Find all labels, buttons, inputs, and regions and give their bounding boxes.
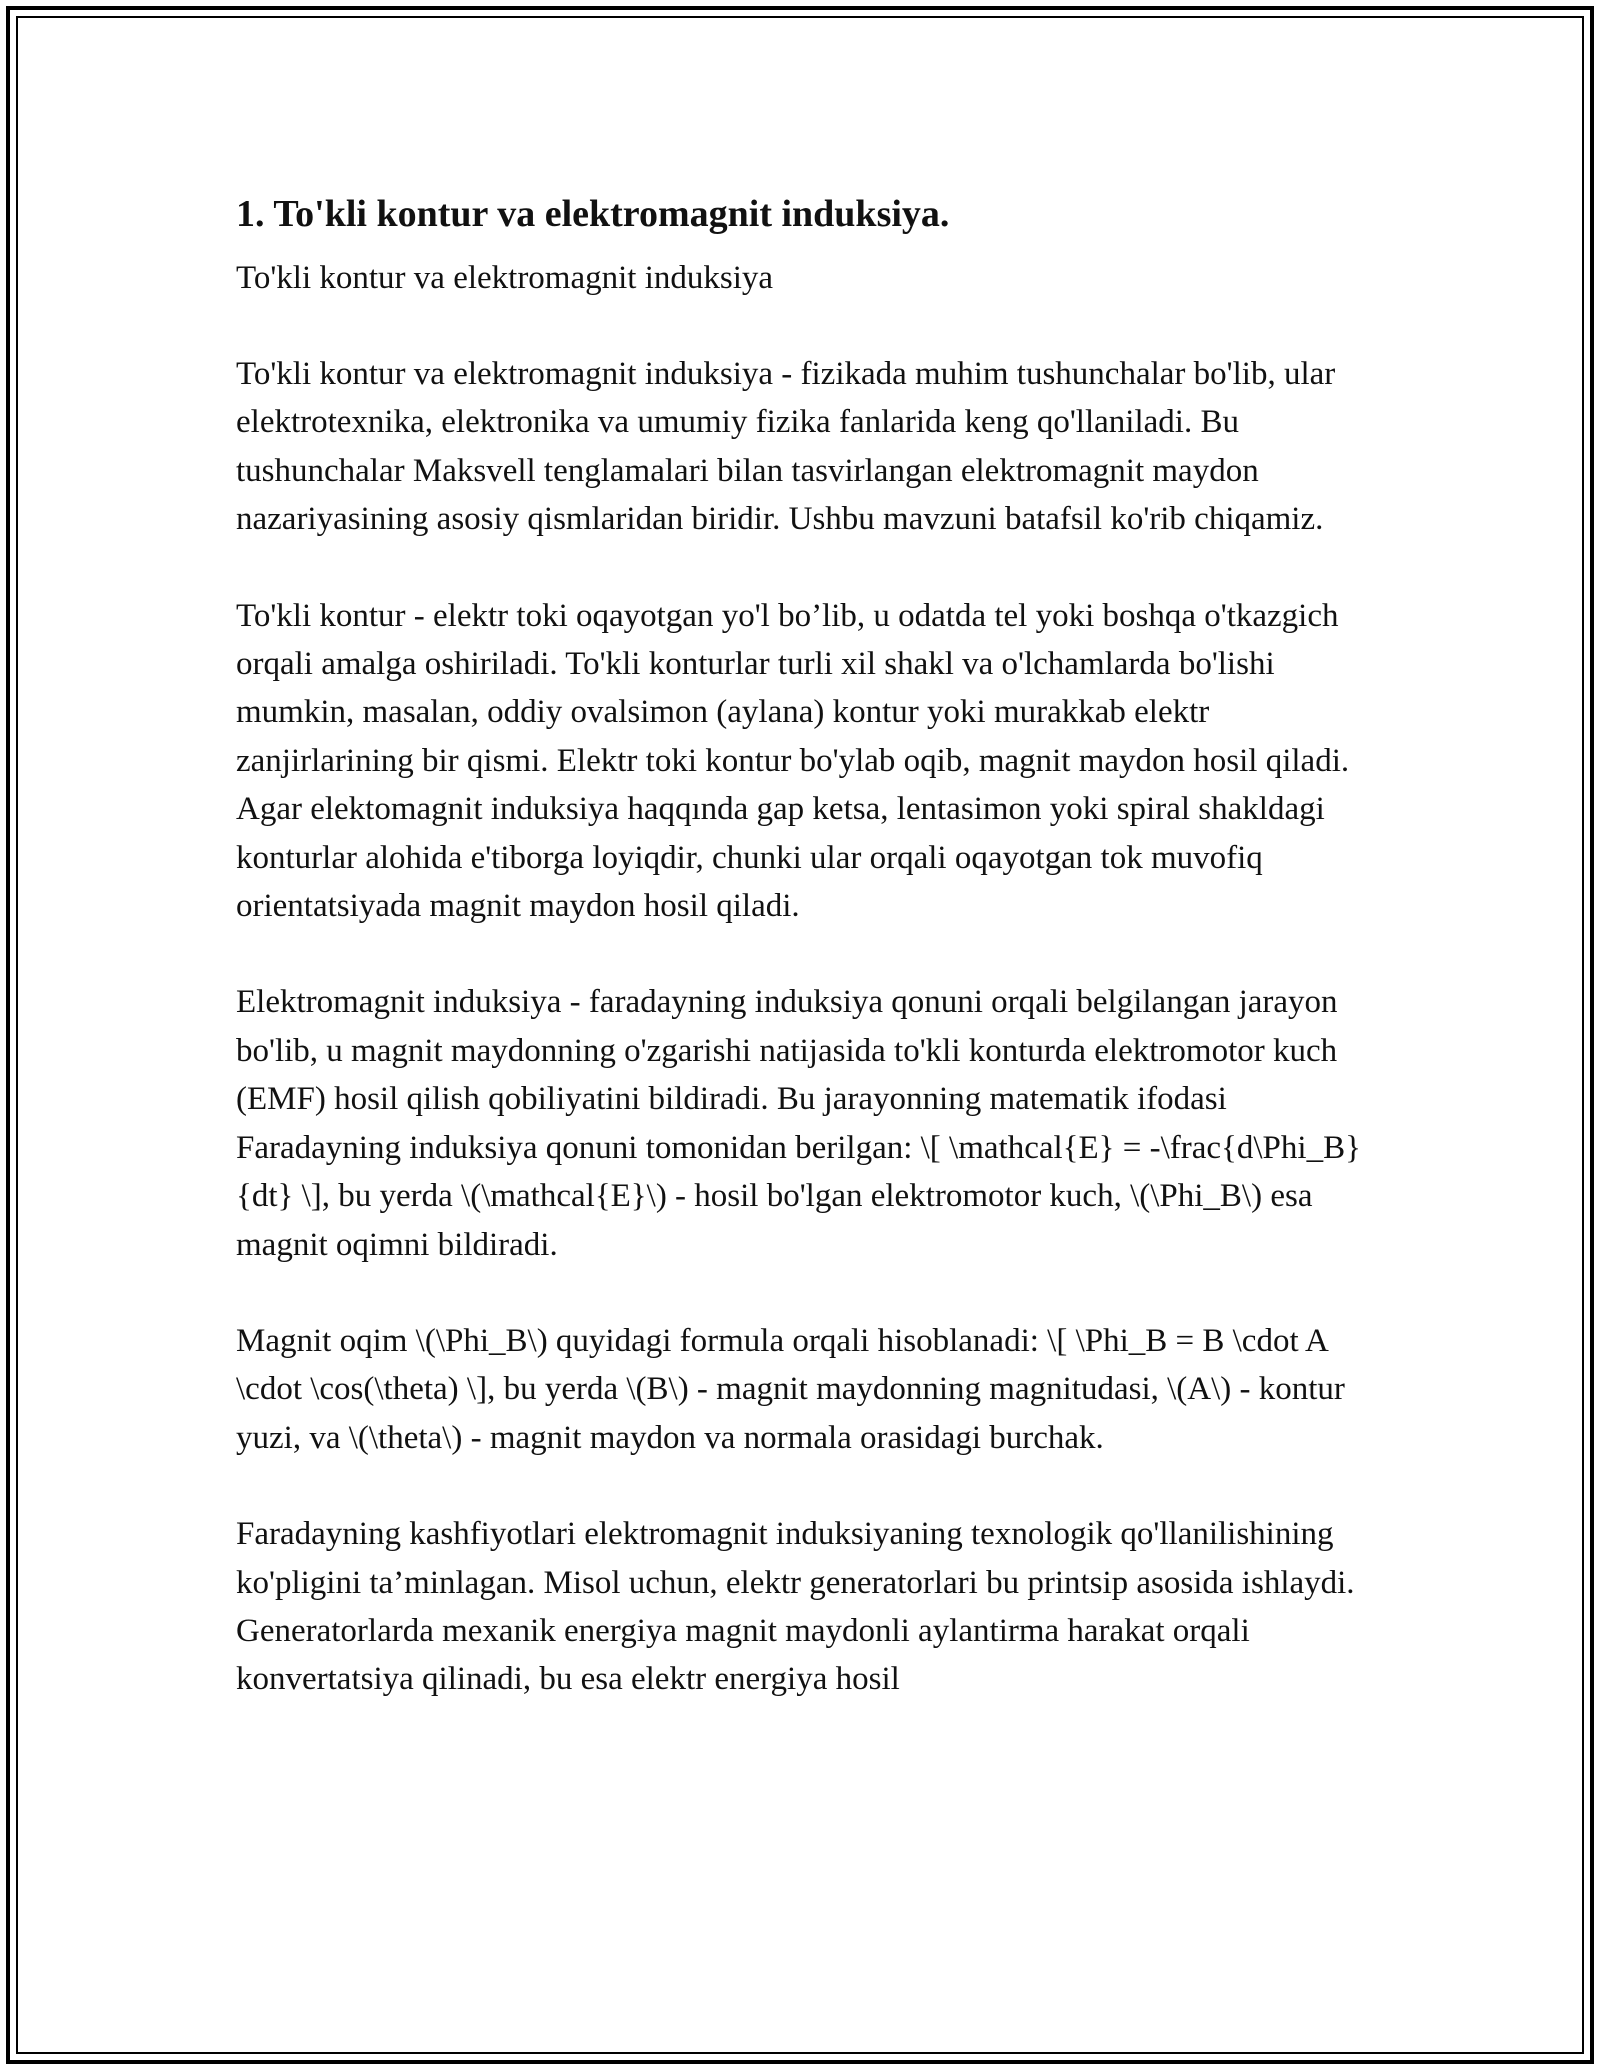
document-body: [236, 188, 1376, 1752]
paragraph-induction: Elektromagnit induksiya - faradayning induksiya qonuni orqali belgilangan jarayon bo'lib, u magnit maydonning o'zgarishi natijasida to'kli konturda elektromotor kuch (EMF) hosil qilish qobiliyatini bildiradi. Bu jarayonning matematik ifodasi Faradayning induksiya qonuni tomonidan berilgan: \[ \mathcal{E} = -\frac{d\Phi_B}{dt} \], bu yerda \(\mathcal{E}\) - hosil bo'lgan elektromotor kuch, \(\Phi_B\) esa magnit oqimni bildiradi.: [236, 984, 1361, 1263]
paragraph-current-loop: To'kli kontur - elektr toki oqayotgan yo'l bo’lib, u odatda tel yoki boshqa o'tkazgich orqali amalga oshiriladi. To'kli konturlar turli xil shakl va o'lchamlarda bo'lishi mumkin, masalan, oddiy ovalsimon (aylana) kontur yoki murakkab elektr zanjirlarining bir qismi. Elektr toki kontur bo'ylab oqib, magnit maydon hosil qiladi. Agar elektomagnit induksiya haqqında gap ketsa, lentasimon yoki spiral shakldagi konturlar alohida e'tiborga loyiqdir, chunki ular orqali oqayotgan tok muvofiq orientatsiyada magnit maydon hosil qiladi.: [236, 597, 1350, 925]
document-subtitle: To'kli kontur va elektromagnit induksiya: [236, 260, 774, 296]
paragraph-magnetic-flux: Magnit oqim \(\Phi_B\) quyidagi formula orqali hisoblanadi: \[ \Phi_B = B \cdot A \cdot \cos(\theta) \], bu yerda \(B\) - magnit maydonning magnitudasi, \(A\) - kontur yuzi, va \(\theta\) - magnit maydon va normala orasidagi burchak.: [236, 1322, 1345, 1456]
paragraph-intro: To'kli kontur va elektromagnit induksiya - fizikada muhim tushunchalar bo'lib, ular elektrotexnika, elektronika va umumiy fizika fanlarida keng qo'llaniladi. Bu tushunchalar Maksvell tenglamalari bilan tasvirlangan elektromagnit maydon nazariyasining asosiy qismlaridan biridir. Ushbu mavzuni batafsil ko'rib chiqamiz.: [236, 356, 1336, 538]
document-heading: 1. To'kli kontur va elektromagnit induksiya.: [236, 193, 950, 235]
paragraph-applications: Faradayning kashfiyotlari elektromagnit induksiyaning texnologik qo'llanilishining ko'pligini ta’minlagan. Misol uchun, elektr generatorlari bu printsip asosida ishlaydi. Generatorlarda mexanik energiya magnit maydonli aylantirma harakat orqali konvertatsiya qilinadi, bu esa elektr energiya hosil: [236, 1516, 1355, 1698]
